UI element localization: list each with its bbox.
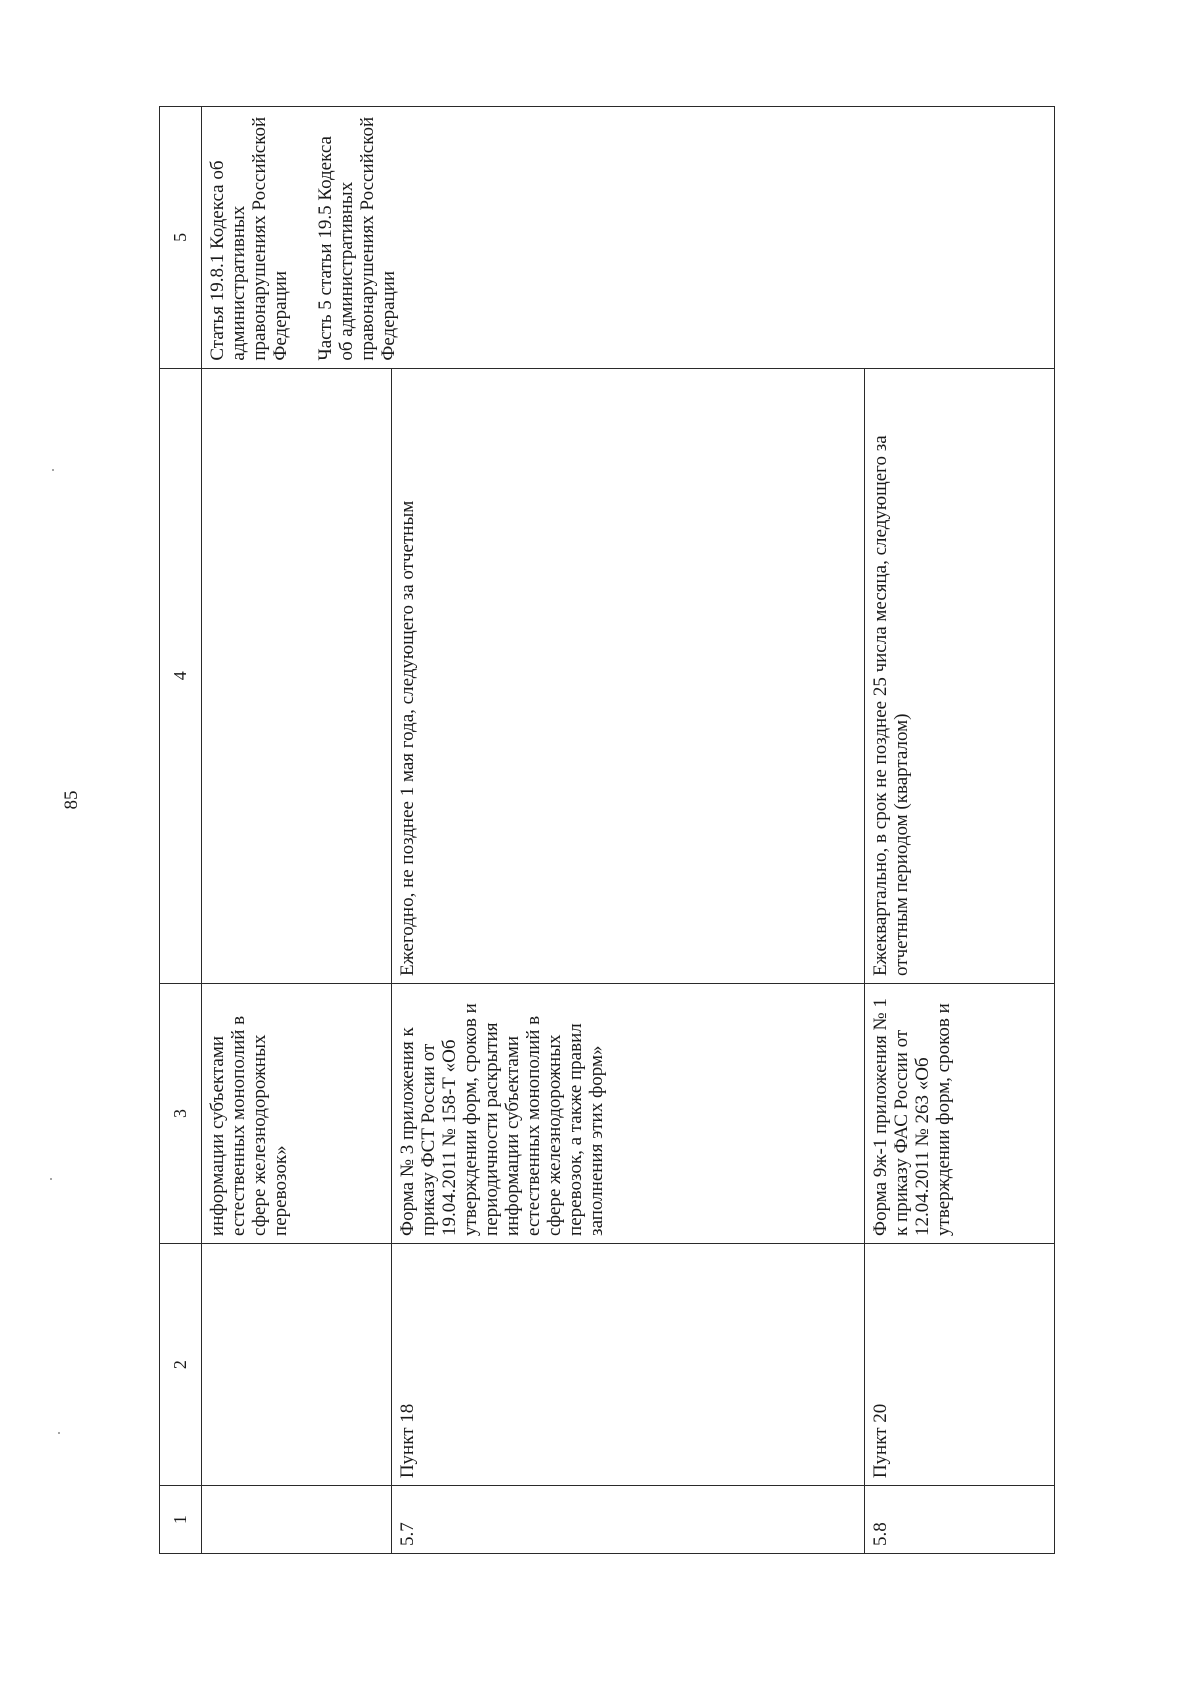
liability-cell <box>202 107 1055 369</box>
column-number: 1 <box>160 1486 202 1554</box>
column-number: 4 <box>160 368 202 983</box>
column-number: 5 <box>160 107 202 369</box>
deadline-cell: Ежеквартально, в срок не позднее 25 числа месяца, следующего за отчетным периодом (кварталом) <box>864 368 1054 983</box>
column-number: 3 <box>160 983 202 1243</box>
scan-speck <box>52 469 54 471</box>
item-cell: Пункт 20 <box>864 1243 1054 1485</box>
liability-text: Статья 19.8.1 Кодекса об административных правонарушениях Российской Федерации <box>207 116 292 361</box>
item-cell <box>202 1243 392 1485</box>
liability-text: Часть 5 статьи 19.5 Кодекса об административных правонарушениях Российской Федерации <box>315 116 400 361</box>
item-cell: Пункт 18 <box>392 1243 865 1485</box>
row-number-cell: 5.8 <box>864 1486 1054 1554</box>
table-row <box>202 107 392 1554</box>
deadline-cell: Ежегодно, не позднее 1 мая года, следующего за отчетным <box>392 368 865 983</box>
requirements-table <box>159 106 1055 1554</box>
page-number: 85 <box>61 790 82 810</box>
scan-speck <box>58 1432 60 1434</box>
scan-speck <box>50 1178 52 1180</box>
document-cell: информации субъектами естественных монополий в сфере железнодорожных перевозок» <box>202 983 392 1243</box>
table-header-row <box>160 107 202 1554</box>
row-number-cell: 5.7 <box>392 1486 865 1554</box>
document-cell: Форма № 3 приложения к приказу ФСТ России от 19.04.2011 № 158-Т «Об утверждении форм, сроков и периодичности раскрытия информации субъектами естественных монополий в сфере железнодорожных перевозок, а также правил заполнения этих форм» <box>392 983 865 1243</box>
column-number: 2 <box>160 1243 202 1485</box>
row-number-cell <box>202 1486 392 1554</box>
deadline-cell <box>202 368 392 983</box>
document-cell: Форма 9ж-1 приложения № 1 к приказу ФАС России от 12.04.2011 № 263 «Об утверждении форм, сроков и <box>864 983 1054 1243</box>
